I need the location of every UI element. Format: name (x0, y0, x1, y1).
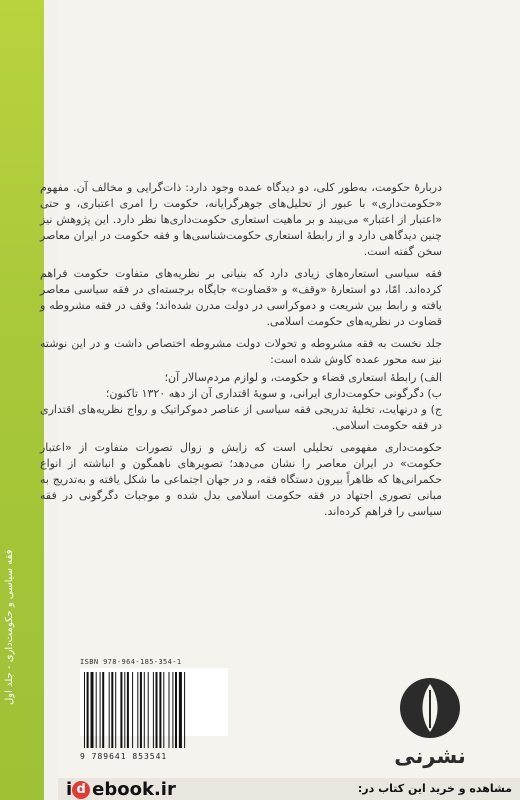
list-item-c: ج) و درنهایت، تخلیهٔ تدریجی فقه سیاسی از عناصر دموکراتیک و رواج نظریه‌های اقتداری در فقه حکومت اسلامی. (40, 403, 442, 432)
paragraph-1: دربارهٔ حکومت، به‌طور کلی، دو دیدگاه عمده وجود دارد: ذات‌گرایی و مخالف آن. مفهوم «حکومت‌داری» با عبور از تحلیل‌های جوهرگرایانه، حکومت را امری اعتباری، و حتی «اعتبار از اعتبار» می‌بیند و بر ماهیت استعاری حکومت‌داری‌ها نظر دارد. این پژوهش نیز چنین دیدگاهی دارد و از رابطهٔ استعاری حکومت‌شناسی‌ها و فقه حکومت در ایران معاصر سخن گفته است. (40, 181, 442, 258)
site-logo-d-icon: d (72, 781, 90, 799)
banner-text: مشاهده و خرید این کتاب در: (357, 782, 512, 795)
paragraph-closing: حکومت‌داری مفهومی تحلیلی است که زایش و زوال تصورات متفاوت از «اعتبار حکومت» در ایران معاصر را نشان می‌دهد؛ تصویرهای ناهمگون و انباشته از انواع حکمرانی‌ها که ظاهراً بیرون دستگاه فقه، و در جهان اجتماعی ما شکل یافته و به‌تدریج به مبانی تصوری اجتهاد در فقه حکومت اسلامی بدل شده و موجبات دگرگونی در فقه سیاسی را فراهم کرده‌اند. (40, 441, 442, 518)
barcode (80, 668, 228, 736)
site-logo-prefix: i (66, 779, 73, 800)
blurb-text (40, 180, 442, 526)
list-item-b: ب) دگرگونی حکومت‌داری ایرانی، و سویهٔ اقتداری آن از دهه ۱۳۲۰ تاکنون؛ (105, 387, 442, 400)
spine-title: فقه سیاسی و حکومت‌داری - جلد اول (4, 549, 15, 705)
paragraph-3: جلد نخست به فقه مشروطه و تحولات دولت مشروطه اختصاص داشت و در این نوشته نیز سه محور عمده کاوش شده است: (40, 337, 442, 366)
publisher-name: نشرنی (394, 744, 466, 768)
list-item-a: الف) رابطهٔ استعاری قضاء و حکومت، و لوازم مردم‌سالار آن؛ (164, 371, 442, 384)
paragraph-2: فقه سیاسی استعاره‌های زیادی دارد که بنیانی بر نظریه‌های متفاوت حکومت فراهم کرده‌اند. امّا، دو استعارهٔ «وقف» و «قضاوت» جایگاه برجسته‌ای در فقه سیاسی معاصر یافته و رابط بین شریعت و دموکراسی در دولت مدرن شده‌اند؛ وقف در فقه مشروطه و قضاوت در نظریه‌های حکومت اسلامی. (40, 267, 442, 328)
spine (0, 0, 44, 800)
site-logo-suffix: ebook.ir (92, 779, 176, 800)
site-logo[interactable] (66, 779, 176, 799)
barcode-number: 9 789641 853541 (80, 752, 168, 761)
isbn-label: ISBN 978-964-185-354-1 (80, 658, 182, 666)
publisher-logo-icon (398, 676, 462, 740)
